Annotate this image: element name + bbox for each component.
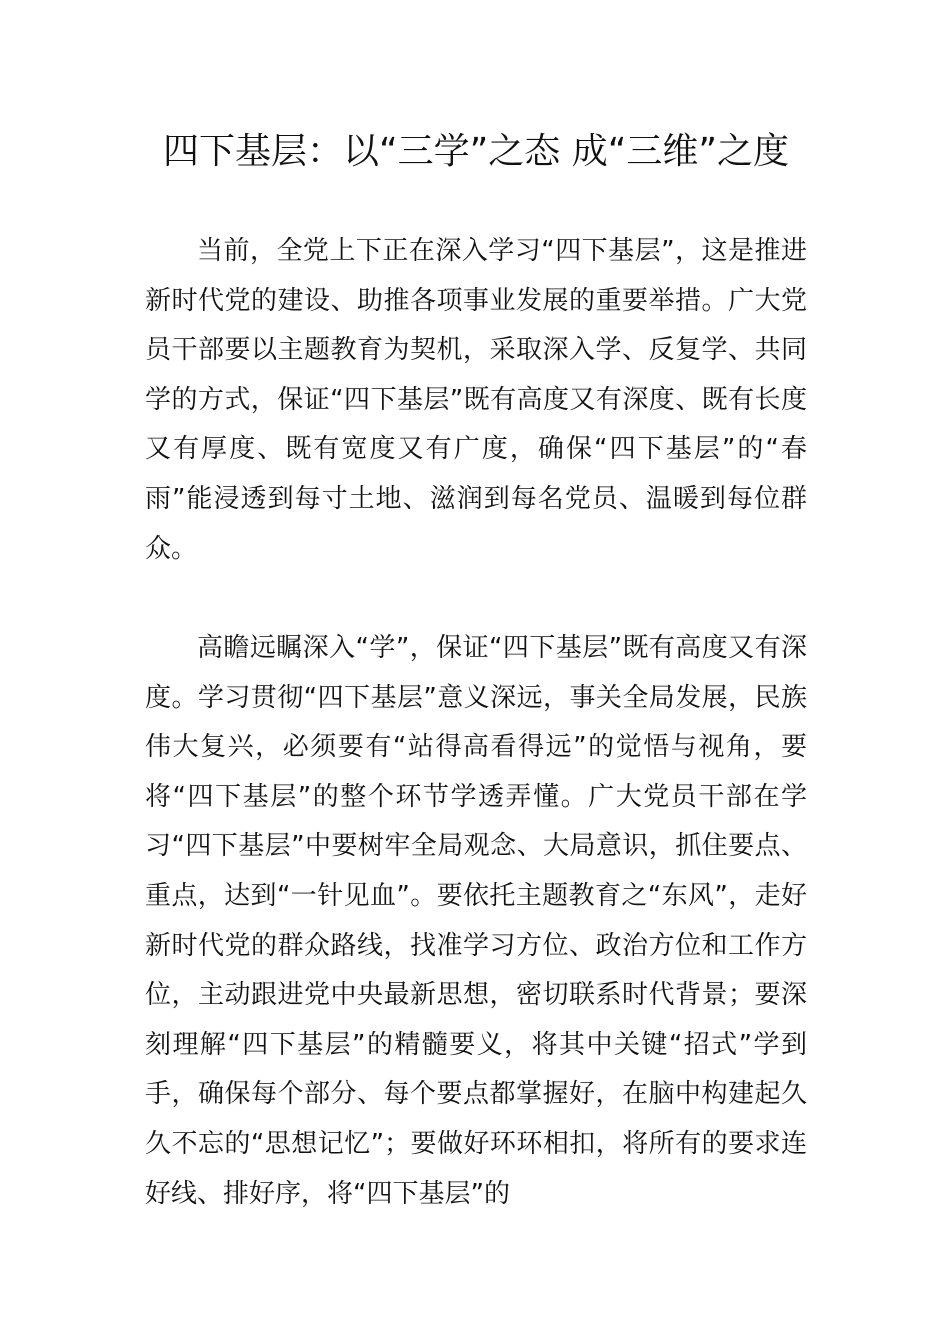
paragraph-intro: 当前，全党上下正在深入学习“四下基层”，这是推进新时代党的建设、助推各项事业发展的重要举措。广大党员干部要以主题教育为契机，采取深入学、反复学、共同学的方式，保证“四下基层”既有高度又有深度、既有长度又有厚度、既有宽度又有广度，确保“四下基层”的“春雨”能浸透到每寸土地、滋润到每名党员、温暖到每位群众。 bbox=[145, 236, 807, 564]
paragraph-section-1: 高瞻远瞩深入“学”，保证“四下基层”既有高度又有深度。学习贯彻“四下基层”意义深远，事关全局发展，民族伟大复兴，必须要有“站得高看得远”的觉悟与视角，要将“四下基层”的整个环节学透弄懂。广大党员干部在学习“四下基层”中要树牢全局观念、大局意识，抓住要点、重点，达到“一针见血”。要依托主题教育之“东风”，走好新时代党的群众路线，找准学习方位、政治方位和工作方位，主动跟进党中央最新思想，密切联系时代背景；要深刻理解“四下基层”的精髓要义，将其中关键“招式”学到手，确保每个部分、每个要点都掌握好，在脑中构建起久久不忘的“思想记忆”；要做好环环相扣，将所有的要求连好线、排好序，将“四下基层”的 bbox=[145, 633, 807, 1209]
page-title: 四下基层：以“三学”之态 成“三维”之度 bbox=[162, 131, 790, 172]
